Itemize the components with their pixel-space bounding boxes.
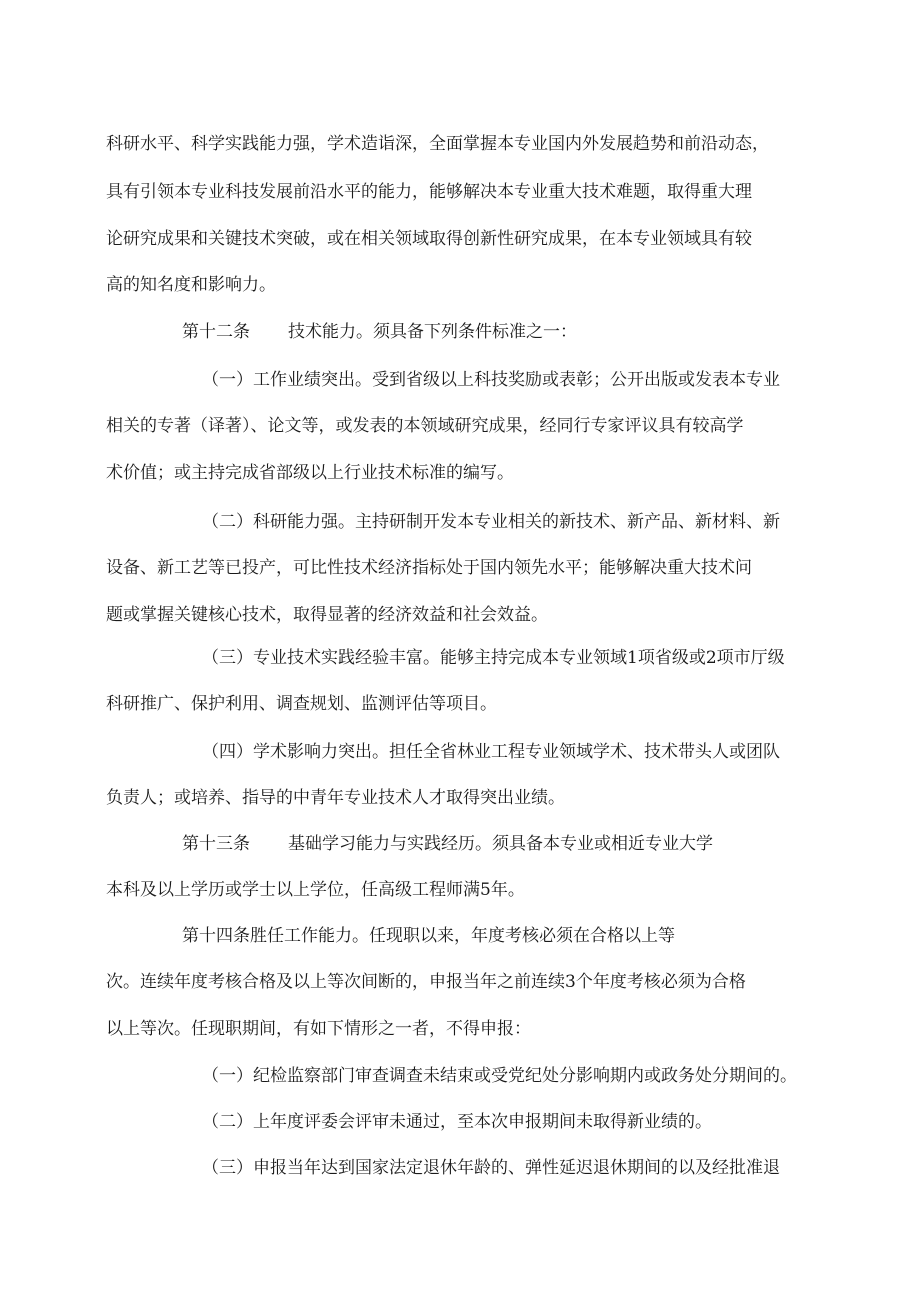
item3-line1: （三）专业技术实践经验丰富。能够主持完成本专业领域1项省级或2项市厅级 <box>202 648 785 668</box>
article-12-number: 第十二条 <box>182 322 250 342</box>
article-12 <box>182 320 577 344</box>
article-14-line2: 次。连续年度考核合格及以上等次间断的，申报当年之前连续3个年度考核必须为合格 <box>106 972 746 992</box>
item1-line1: （一）工作业绩突出。受到省级以上科技奖励或表彰；公开出版或发表本专业 <box>202 370 780 390</box>
item4-line2: 负责人；或培养、指导的中青年专业技术人才取得突出业绩。 <box>106 788 565 808</box>
article-13-text: 基础学习能力与实践经历。须具备本专业或相近专业大学 <box>288 834 713 854</box>
article-13-line2: 本科及以上学历或学士以上学位，任高级工程师满5年。 <box>106 880 525 900</box>
para1-line1: 科研水平、科学实践能力强，学术造诣深，全面掌握本专业国内外发展趋势和前沿动态， <box>106 134 769 154</box>
sub-item-1: （一）纪检监察部门审查调查未结束或受党纪处分影响期内或政务处分期间的。 <box>202 1066 797 1086</box>
item1-line2: 相关的专著（译著）、论文等，或发表的本领域研究成果，经同行专家评议具有较高学 <box>106 416 744 436</box>
article-12-text: 技术能力。须具备下列条件标准之一： <box>288 322 577 342</box>
para1-line2: 具有引领本专业科技发展前沿水平的能力，能够解决本专业重大技术难题，取得重大理 <box>106 182 752 202</box>
para1-line3: 论研究成果和关键技术突破，或在相关领域取得创新性研究成果，在本专业领域具有较 <box>106 229 752 249</box>
item4-line1: （四）学术影响力突出。担任全省林业工程专业领域学术、技术带头人或团队 <box>202 742 780 762</box>
sub-item-2: （二）上年度评委会评审未通过，至本次申报期间未取得新业绩的。 <box>202 1112 712 1132</box>
article-14-line1: 第十四条胜任工作能力。任现职以来，年度考核必须在合格以上等 <box>182 926 675 946</box>
para1-line4: 高的知名度和影响力。 <box>106 275 276 295</box>
article-13-number: 第十三条 <box>182 834 250 854</box>
item3-line2: 科研推广、保护利用、调查规划、监测评估等项目。 <box>106 694 497 714</box>
item2-line2: 设备、新工艺等已投产，可比性技术经济指标处于国内领先水平；能够解决重大技术问 <box>106 558 752 578</box>
item2-line3: 题或掌握关键核心技术，取得显著的经济效益和社会效益。 <box>106 605 548 625</box>
sub-item-3: （三）申报当年达到国家法定退休年龄的、弹性延迟退休期间的以及经批准退 <box>202 1158 780 1178</box>
article-14-line3: 以上等次。任现职期间，有如下情形之一者，不得申报： <box>106 1019 531 1039</box>
item2-line1: （二）科研能力强。主持研制开发本专业相关的新技术、新产品、新材料、新 <box>202 512 780 532</box>
item1-line3: 术价值；或主持完成省部级以上行业技术标准的编写。 <box>106 463 514 483</box>
article-13 <box>182 832 713 856</box>
